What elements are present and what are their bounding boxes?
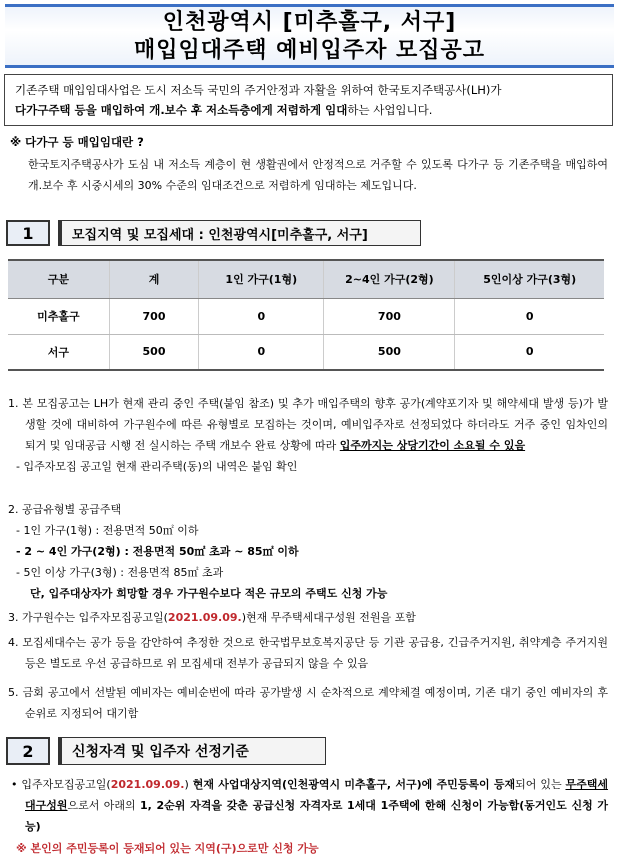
table-cell: 0 xyxy=(199,298,324,334)
section-1-header xyxy=(6,220,421,246)
note-body: 한국토지주택공사가 도심 내 저소득 계층이 현 생활권에서 안정적으로 거주할 수 있도록 다가구 등 기존주택을 매입하여 개.보수 후 시중시세의 30% 수준의 임대조건으로 저렴하게 임대하는 제도입니다. xyxy=(28,158,608,192)
qual-b2: 무주택세대구성원 xyxy=(25,778,609,812)
item-2-a: - 1인 가구(1형) : 전용면적 50㎡ 이하 xyxy=(16,524,199,537)
section-2-number: 2 xyxy=(6,737,50,765)
item-1-text xyxy=(8,393,608,456)
recruitment-table xyxy=(8,259,604,371)
section-1-label: 모집지역 및 모집세대 : 인천광역시[미추홀구, 서구] xyxy=(58,220,421,246)
table-cell: 0 xyxy=(455,334,604,370)
title-banner xyxy=(5,4,614,68)
table-header-row xyxy=(8,260,604,298)
item-4: 4. 모집세대수는 공가 등을 감안하여 추정한 것으로 한국법무보호복지공단 등 기관 공급용, 긴급주거지원, 취약계층 주거지원 등은 별도로 우선 공급하므로 위 모집세대 전부가 공급되지 않을 수 있음 xyxy=(8,636,608,670)
section-2-header xyxy=(6,737,326,765)
intro-line1: 기존주택 매입임대사업은 도시 저소득 국민의 주거안정과 자활을 위하여 한국토지주택공사(LH)가 xyxy=(15,83,502,97)
col-header: 1인 가구(1형) xyxy=(199,260,324,298)
table-cell: 700 xyxy=(324,298,455,334)
section-1-number: 1 xyxy=(6,220,50,246)
item-5: 5. 금회 공고에서 선발된 예비자는 예비순번에 따라 공가발생 시 순차적으로 계약체결 예정이며, 기존 대기 중인 예비자의 후순위로 지정되어 대기함 xyxy=(8,686,608,720)
table-cell: 0 xyxy=(199,334,324,370)
item-3-date: 2021.09.09. xyxy=(167,611,242,624)
item-1-body: 1. 본 모집공고는 LH가 현재 관리 중인 주택(붙임 참조) 및 추가 매입주택의 향후 공가(계약포기자 및 해약세대 발생 등)가 발생할 것에 대비하여 가구원수에 따른 유형별로 모집하는 것이며, 예비입주자로 선정되었다 하더라도 거주 중인 임차인의 퇴거 및 임대공급 시행 전 실시하는 주택 개보수 완료 상황에 따라 xyxy=(8,397,608,452)
qual-b1: 현재 사업대상지역(인천광역시 미추홀구, 서구)에 주민등록이 등재 xyxy=(192,778,516,791)
item-3-post: )현재 무주택세대구성원 전원을 포함 xyxy=(241,611,416,624)
note-heading: ※ 다가구 등 매입임대란 ? xyxy=(10,135,144,149)
qual-p1: • 입주자모집공고일( xyxy=(11,778,111,791)
item-1-sub: - 입주자모집 공고일 현재 관리주택(동)의 내역은 붙임 확인 xyxy=(16,460,298,473)
col-header: 2~4인 가구(2형) xyxy=(324,260,455,298)
intro-line2 xyxy=(15,100,602,120)
qual-p3: 되어 있는 xyxy=(515,778,566,791)
table-row xyxy=(8,298,604,334)
item-3-pre: 3. 가구원수는 입주자모집공고일( xyxy=(8,611,168,624)
col-header: 5인이상 가구(3형) xyxy=(455,260,604,298)
section-2-label: 신청자격 및 입주자 선정기준 xyxy=(58,737,326,765)
qual-p4: 으로서 아래의 xyxy=(67,799,140,812)
qual-date: 2021.09.09. xyxy=(110,778,185,791)
item-3 xyxy=(8,607,608,628)
item-2-head: 2. 공급유형별 공급주택 xyxy=(8,503,122,516)
item-2-c: - 5인 이상 가구(3형) : 전용면적 85㎡ 초과 xyxy=(16,566,224,579)
item-2-b: - 2 ~ 4인 가구(2형) : 전용면적 50㎡ 초과 ~ 85㎡ 이하 xyxy=(16,545,299,558)
col-header: 계 xyxy=(109,260,198,298)
qualification-note: ※ 본인의 주민등록이 등재되어 있는 지역(구)으로만 신청 가능 xyxy=(16,842,319,855)
col-header: 구분 xyxy=(8,260,109,298)
item-2-note: 단, 입주대상자가 희망할 경우 가구원수보다 적은 규모의 주택도 신청 가능 xyxy=(30,587,388,600)
table-cell: 0 xyxy=(455,298,604,334)
item-1-underline: 입주까지는 상당기간이 소요될 수 있음 xyxy=(339,439,526,452)
table-cell: 700 xyxy=(109,298,198,334)
item-2 xyxy=(8,499,608,604)
qualification-text xyxy=(8,774,608,837)
page-title-line2: 매입임대주택 예비입주자 모집공고 xyxy=(133,38,486,63)
intro-bold: 다가구주택 등을 매입하여 개.보수 후 저소득층에게 저렴하게 임대 xyxy=(15,103,348,117)
table-cell: 500 xyxy=(109,334,198,370)
intro-rest: 하는 사업입니다. xyxy=(347,103,433,117)
table-row xyxy=(8,334,604,370)
page-title-line1: 인천광역시 [미추홀구, 서구] xyxy=(162,10,457,35)
table-cell: 서구 xyxy=(8,334,109,370)
table-cell: 500 xyxy=(324,334,455,370)
item-1 xyxy=(8,393,608,477)
qual-b3: 1, 2순위 자격을 갖춘 공급신청 자격자로 1세대 1주택에 한해 신청이 가능함(동거인도 신청 가능) xyxy=(25,799,609,833)
table-cell: 미추홀구 xyxy=(8,298,109,334)
intro-box xyxy=(4,74,613,126)
qual-p2: ) xyxy=(184,778,193,791)
